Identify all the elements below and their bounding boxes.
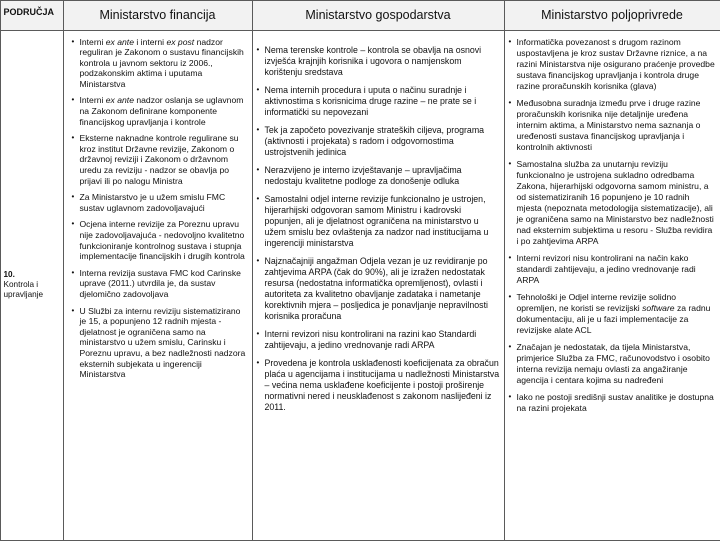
item-italic: ex ante <box>106 37 134 47</box>
bullet-icon: • <box>257 256 265 322</box>
item-text: nadzor reguliran je Zakonom o sustavu financijskih kontrola u javnom sektoru iz 2006., podzakonskim aktima i uputama Ministarstva <box>80 37 244 89</box>
list-item <box>257 329 500 351</box>
item-text: Nema terenske kontrole – kontrola se obavlja na osnovi izvješća krajnjih korisnika i ugovora o namjenskom korištenju sredstava <box>265 45 500 78</box>
list-item <box>257 45 500 78</box>
bullet-icon: • <box>257 45 265 78</box>
item-text: i interni <box>134 37 166 47</box>
list-item <box>509 37 716 92</box>
item-text: Interni revizori nisu kontrolirani na način kako standardi zahtijevaju, a jedino vrednovanje radi ARPA <box>517 253 716 286</box>
list-item <box>72 219 248 261</box>
list-item <box>72 95 248 127</box>
item-italic: software <box>642 303 674 313</box>
item-text: Najznačajniji angažman Odjela vezan je uz revidiranje po zahtjevima ARPA (čak do 90%), ali je izražen nedostatak resursa (nedostatna informatička opremljenost), ovlasti i autoriteta za kvalitetno obavljanje zadataka i nametanje korektivnih mjera – posljedica je ponavljanje nepravilnosti korisnika proračuna <box>265 256 500 322</box>
col-finance <box>63 30 253 541</box>
bullet-icon: • <box>72 306 80 380</box>
item-text: Iako ne postoji središnji sustav analitike je dostupna na razini projekata <box>517 392 716 414</box>
item-text: Ocjena interne revizije za Poreznu upravu nije zadovoljavajuća - nedovoljno kvalitetno funkcioniranje kontrolnog sustava i stupnja implementacije financijskih i drugih kontrola <box>80 219 248 261</box>
item-text: nadzor oslanja se uglavnom na Zakonom definirane komponente financijskog upravljanja i kontrole <box>80 95 244 126</box>
item-text: Značajan je nedostatak, da tijela Ministarstva, primjerice Služba za FMC, računovodstvo i osobito interna revizija nemaju ovlasti za angažiranje agencija i centara kojima su nadređeni <box>517 342 716 386</box>
list-item <box>72 192 248 213</box>
header-ministry-agriculture <box>504 0 720 31</box>
list-item <box>72 37 248 90</box>
bullet-icon: • <box>72 95 80 127</box>
col-economy <box>252 30 505 541</box>
col-agriculture <box>504 30 720 541</box>
bullet-icon: • <box>509 159 517 247</box>
item-text: Međusobna suradnja između prve i druge razine proračunskih korisnika nije detaljnije uređena internim aktima, a Ministarstvo nema saznanja o uređenosti sustava financijskog upravljanja i kontrolnih aktivnosti <box>517 98 716 153</box>
item-italic: ex post <box>166 37 194 47</box>
list-item <box>509 159 716 247</box>
bullet-icon: • <box>72 219 80 261</box>
bullet-icon: • <box>72 37 80 90</box>
list-item <box>257 256 500 322</box>
item-text: za radnu dokumentaciju, ali je u fazi implementacije za revizijske alate ACL <box>517 303 711 335</box>
bullet-icon: • <box>257 125 265 158</box>
header-col3-label: Ministarstvo poljoprivrede <box>541 8 683 22</box>
header-ministry-finance <box>63 0 253 31</box>
list-item <box>509 98 716 153</box>
header-col1-label: Ministarstvo financija <box>99 8 215 22</box>
list-item <box>72 133 248 186</box>
row-number: 10. <box>4 270 60 280</box>
item-text: Tek ja započeto povezivanje strateških ciljeva, programa (aktivnosti i projekata) s radom i odgovornostima ustrojstvenih jedinica <box>265 125 500 158</box>
item-text: Eksterne naknadne kontrole regulirane su kroz institut Državne revizije, Zakonom o državnoj reviziji i Zakonom o državnom uredu za reviziju - nadzor se obavlja po prijavi ili po nalogu Ministra <box>80 133 248 186</box>
bullet-icon: • <box>72 133 80 186</box>
list-item <box>257 358 500 413</box>
list-item <box>257 85 500 118</box>
item-italic: ex ante <box>106 95 134 105</box>
list-item <box>257 194 500 249</box>
list-item <box>257 165 500 187</box>
bullet-icon: • <box>509 253 517 286</box>
row-title: Kontrola i upravljanje <box>4 280 60 300</box>
bullet-icon: • <box>509 292 517 336</box>
item-text: Nema internih procedura i uputa o načinu suradnje i aktivnostima s korisnicima druge razine – ne prate se i informatički su nepovezani <box>265 85 500 118</box>
list-item <box>72 268 248 300</box>
bullet-icon: • <box>509 342 517 386</box>
header-area <box>0 0 64 31</box>
header-col2-label: Ministarstvo gospodarstva <box>305 8 450 22</box>
bullet-icon: • <box>509 392 517 414</box>
item-text: Interni <box>80 95 106 105</box>
item-text: Informatička povezanost s drugom razinom uspostavljena je kroz sustav Državne riznice, a na razini Ministarstva nije osigurano praćenje provedbe sustava financijskog upravljanja i kontrola druge razine proračunskih korisnika (glava) <box>517 37 716 92</box>
item-text: Samostalni odjel interne revizije funkcionalno je ustrojen, hijerarhijski odgovoran samom Ministru i kadrovski popunjen, ali je djelatnost ograničena na ministarstvo u užem smislu bez ovlaštenja za nadzor nad institucijama u ingerenciji ministarstva <box>265 194 500 249</box>
item-text: Tehnološki je Odjel interne revizije solidno opremljen, ne koristi se revizijski <box>517 292 677 313</box>
item-text: Nerazvijeno je interno izvještavanje – upravljačima nedostaju kvalitetne podloge za donošenje odluka <box>265 165 500 187</box>
list-item <box>509 253 716 286</box>
bullet-icon: • <box>509 98 517 153</box>
item-text: Za Ministarstvo je u užem smislu FMC sustav uglavnom zadovoljavajući <box>80 192 248 213</box>
bullet-icon: • <box>257 85 265 118</box>
header-ministry-economy <box>252 0 505 31</box>
list-item <box>509 292 716 336</box>
bullet-icon: • <box>72 192 80 213</box>
bullet-icon: • <box>257 358 265 413</box>
item-text: U Službi za internu reviziju sistematizirano je 15, a popunjeno 12 radnih mjesta - djelatnost je ograničena samo na ministarstvo u užem smislu, Carinsku i Poreznu upravu, a bez nadležnosti nadzora eksternih subjekata u ingerenciji Ministarstva <box>80 306 248 380</box>
list-item <box>72 306 248 380</box>
bullet-icon: • <box>72 268 80 300</box>
header-area-label: PODRUČJA <box>4 7 55 17</box>
item-text: Provedena je kontrola usklađenosti koeficijenata za obračun plaća u agencijama i institucijama u nadležnosti Ministarstva – većina nema usklađene koeficijente i postoji proširenje normativni nered i neusklađenost s zakonom naslijeđeni iz 2011. <box>265 358 500 413</box>
list-item <box>257 125 500 158</box>
bullet-icon: • <box>257 165 265 187</box>
list-item <box>509 392 716 414</box>
row-area-cell <box>0 30 64 541</box>
item-text: Interni revizori nisu kontrolirani na razini kao Standardi zahtijevaju, a jedino vrednovanje radi ARPA <box>265 329 500 351</box>
item-text: Interna revizija sustava FMC kod Carinske uprave (2011.) utvrdila je, da sustav djelomično zadovoljava <box>80 268 248 300</box>
bullet-icon: • <box>509 37 517 92</box>
bullet-icon: • <box>257 194 265 249</box>
item-text: Interni <box>80 37 106 47</box>
list-item <box>509 342 716 386</box>
bullet-icon: • <box>257 329 265 351</box>
item-text: Samostalna služba za unutarnju reviziju funkcionalno je ustrojena sukladno odredbama Zakona, hijerarhijski odgovorna samom ministru, a od sistematiziranih 16 popunjeno je 10 radnih mjesta (nepoznata metodologija sistematizacije), ali je ograničena samo na Ministarstvo bez nadležnosti nad eksternim subjektima u resoru - Služba revidira i po zahtjevima ARPA <box>517 159 716 247</box>
